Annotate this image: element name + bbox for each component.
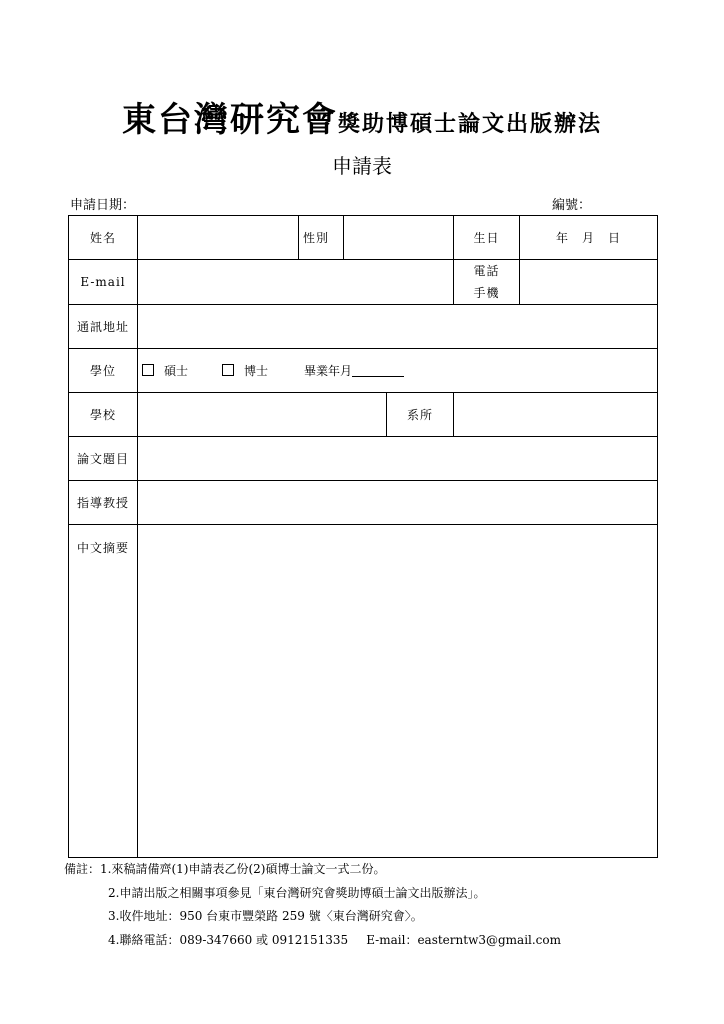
thesis-title-field[interactable] [138, 437, 658, 481]
abstract-field[interactable] [138, 525, 658, 858]
notes-prefix: 備註： [64, 862, 101, 876]
application-form-table [68, 215, 658, 858]
table-row [69, 260, 658, 305]
address-label: 通訊地址 [69, 305, 138, 349]
school-label: 學校 [69, 393, 138, 437]
title-regulation: 獎助博碩士論文出版辦法 [337, 111, 602, 137]
phone-mobile-label [454, 260, 520, 305]
notes-section [64, 858, 561, 952]
title-organization: 東台灣研究會 [121, 100, 338, 140]
thesis-title-label: 論文題目 [69, 437, 138, 481]
note-item [64, 858, 561, 882]
note-item: 3.收件地址：950 台東市豐榮路 259 號〈東台灣研究會〉。 [108, 909, 423, 923]
graduation-date-line[interactable] [352, 364, 404, 377]
birthday-label: 生日 [454, 216, 520, 260]
doctorate-option-label: 博士 [244, 364, 269, 378]
table-row [69, 393, 658, 437]
note-text: 1.來稿請備齊(1)申請表乙份(2)碩博士論文一式二份。 [100, 862, 386, 876]
contact-email: E-mail：easterntw3@gmail.com [366, 932, 562, 947]
email-field[interactable] [138, 260, 454, 305]
table-row [69, 305, 658, 349]
form-subtitle: 申請表 [332, 154, 392, 178]
birthday-field[interactable]: 年 月 日 [520, 216, 658, 260]
department-field[interactable] [454, 393, 658, 437]
department-label: 系所 [387, 393, 454, 437]
gender-label: 性別 [299, 216, 344, 260]
contact-phone: 4.聯絡電話：089-347660 或 0912151335 [108, 932, 349, 947]
mobile-label: 手機 [473, 286, 500, 300]
table-row [69, 349, 658, 393]
graduation-label: 畢業年月 [304, 364, 353, 378]
address-field[interactable] [138, 305, 658, 349]
degree-options [138, 349, 658, 393]
school-field[interactable] [138, 393, 387, 437]
serial-number-label: 編號： [552, 198, 592, 213]
masters-option-label: 碩士 [164, 364, 189, 378]
advisor-label: 指導教授 [69, 481, 138, 525]
degree-label: 學位 [69, 349, 138, 393]
note-item: 2.申請出版之相關事項參見「東台灣研究會獎助博碩士論文出版辦法」。 [108, 885, 486, 900]
name-label: 姓名 [69, 216, 138, 260]
phone-label: 電話 [473, 264, 500, 278]
application-date-label: 申請日期： [70, 198, 136, 213]
table-row [69, 481, 658, 525]
phone-field[interactable] [520, 260, 658, 305]
table-row [69, 216, 658, 260]
gender-field[interactable] [344, 216, 454, 260]
email-label: E-mail [69, 260, 138, 305]
document-title [0, 92, 724, 141]
table-row [69, 437, 658, 481]
name-field[interactable] [138, 216, 299, 260]
masters-checkbox[interactable] [142, 364, 154, 376]
doctorate-checkbox[interactable] [222, 364, 234, 376]
advisor-field[interactable] [138, 481, 658, 525]
abstract-label: 中文摘要 [69, 525, 138, 858]
table-row [69, 525, 658, 858]
note-item [64, 929, 561, 953]
